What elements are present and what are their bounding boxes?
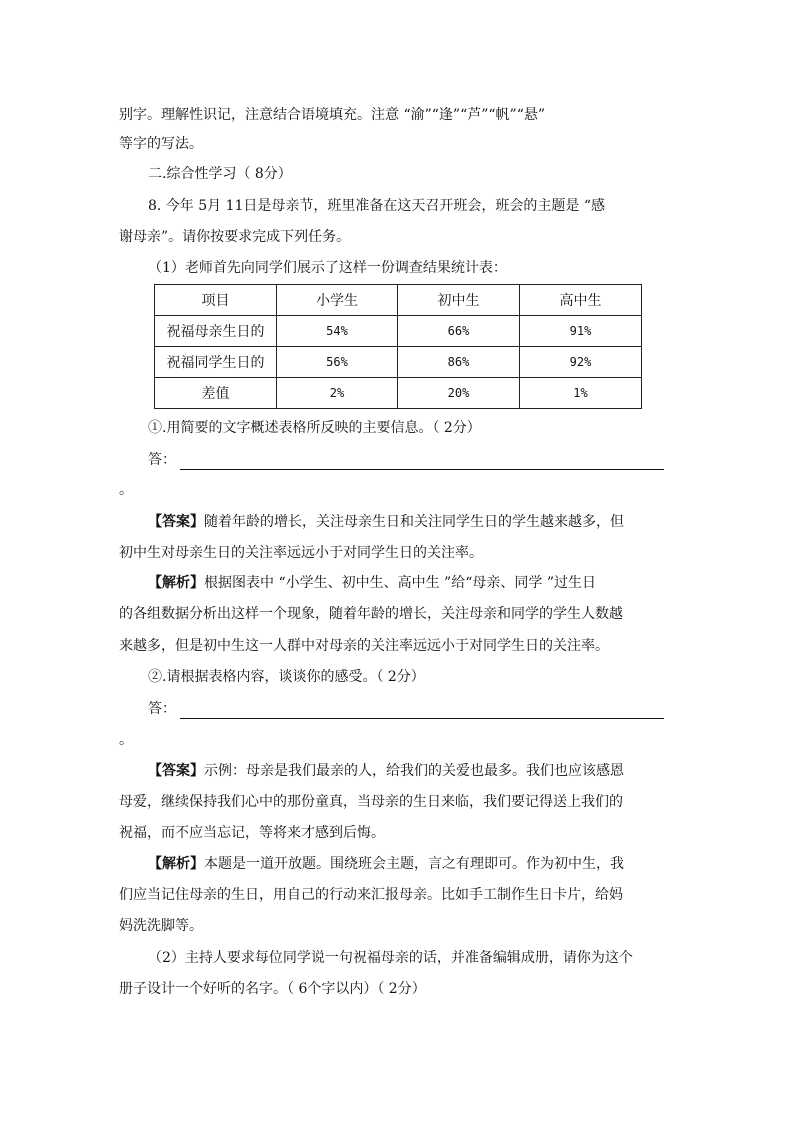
question-8: 8. 今年 5月 11日是母亲节，班里准备在这天召开班会，班会的主题是 “感 bbox=[148, 198, 606, 214]
table-cell: 差值 bbox=[155, 378, 277, 409]
period-mark: 。 bbox=[119, 732, 133, 748]
analysis-tag: 【解析】 bbox=[148, 575, 204, 591]
answer-2-cont: 母爱，继续保持我们心中的那份童真，当母亲的生日来临，我们要记得送上我们的 bbox=[119, 794, 623, 810]
answer-2 bbox=[148, 761, 624, 781]
analysis-1 bbox=[148, 573, 596, 593]
table-row bbox=[155, 378, 642, 409]
table-cell: 56% bbox=[277, 347, 398, 378]
answer-blank[interactable] bbox=[180, 702, 664, 719]
analysis-2 bbox=[148, 854, 624, 874]
table-row bbox=[155, 316, 642, 347]
subquestion-1: （1）老师首先向同学们展示了这样一份调查结果统计表： bbox=[148, 260, 507, 276]
table-cell: 86% bbox=[398, 347, 520, 378]
table-cell: 祝福母亲生日的 bbox=[155, 316, 277, 347]
section-heading: 二.综合性学习（ 8分） bbox=[148, 166, 292, 182]
answer-text: 随着年龄的增长，关注母亲生日和关注同学生日的学生越来越多，但 bbox=[204, 514, 624, 530]
table-cell: 92% bbox=[520, 347, 642, 378]
table-cell: 2% bbox=[277, 378, 398, 409]
table-cell: 祝福同学生日的 bbox=[155, 347, 277, 378]
analysis-text: 根据图表中 “小学生、初中生、高中生 ”给“母亲、同学 ”过生日 bbox=[204, 575, 596, 591]
table-header-cell: 初中生 bbox=[398, 285, 520, 316]
question-2: ②.请根据表格内容，谈谈你的感受。（ 2分） bbox=[148, 669, 425, 685]
table-header-cell: 小学生 bbox=[277, 285, 398, 316]
text-line: 别字。理解性识记，注意结合语境填充。注意 “渝”“逢”“芦”“帆”“悬” bbox=[119, 107, 546, 123]
subquestion-2-cont: 册子设计一个好听的名字。（ 6个字以内）（ 2分） bbox=[119, 981, 426, 997]
table-header-cell: 项目 bbox=[155, 285, 277, 316]
table-cell: 20% bbox=[398, 378, 520, 409]
table-cell: 54% bbox=[277, 316, 398, 347]
answer-text: 示例：母亲是我们最亲的人，给我们的关爱也最多。我们也应该感恩 bbox=[204, 763, 624, 779]
survey-table bbox=[154, 284, 642, 409]
table-cell: 1% bbox=[520, 378, 642, 409]
analysis-2-cont: 妈洗洗脚等。 bbox=[119, 918, 203, 934]
answer-2-cont: 祝福，而不应当忘记，等将来才感到后悔。 bbox=[119, 825, 385, 841]
analysis-1-cont: 的各组数据分析出这样一个现象，随着年龄的增长，关注母亲和同学的学生人数越 bbox=[119, 606, 623, 622]
table-cell: 91% bbox=[520, 316, 642, 347]
question-8-cont: 谢母亲”。请你按要求完成下列任务。 bbox=[119, 229, 351, 245]
text-line: 等字的写法。 bbox=[119, 136, 203, 152]
answer-line-1 bbox=[148, 450, 664, 470]
table-header-cell: 高中生 bbox=[520, 285, 642, 316]
subquestion-2: （2）主持人要求每位同学说一句祝福母亲的话，并准备编辑成册，请你为这个 bbox=[148, 950, 633, 966]
table-row bbox=[155, 347, 642, 378]
answer-tag: 【答案】 bbox=[148, 763, 204, 779]
answer-tag: 【答案】 bbox=[148, 514, 204, 530]
table-header-row bbox=[155, 285, 642, 316]
answer-label: 答： bbox=[148, 452, 176, 468]
answer-line-2 bbox=[148, 699, 664, 719]
analysis-text: 本题是一道开放题。围绕班会主题，言之有理即可。作为初中生，我 bbox=[204, 856, 624, 872]
analysis-2-cont: 们应当记住母亲的生日，用自己的行动来汇报母亲。比如手工制作生日卡片，给妈 bbox=[119, 887, 623, 903]
answer-label: 答： bbox=[148, 701, 176, 717]
analysis-tag: 【解析】 bbox=[148, 856, 204, 872]
question-1: ①.用简要的文字概述表格所反映的主要信息。（ 2分） bbox=[148, 420, 481, 436]
answer-1 bbox=[148, 512, 624, 532]
answer-blank[interactable] bbox=[180, 453, 664, 470]
period-mark: 。 bbox=[119, 482, 133, 498]
answer-1-cont: 初中生对母亲生日的关注率远远小于对同学生日的关注率。 bbox=[119, 545, 483, 561]
table-cell: 66% bbox=[398, 316, 520, 347]
analysis-1-cont: 来越多，但是初中生这一人群中对母亲的关注率远远小于对同学生日的关注率。 bbox=[119, 638, 609, 654]
